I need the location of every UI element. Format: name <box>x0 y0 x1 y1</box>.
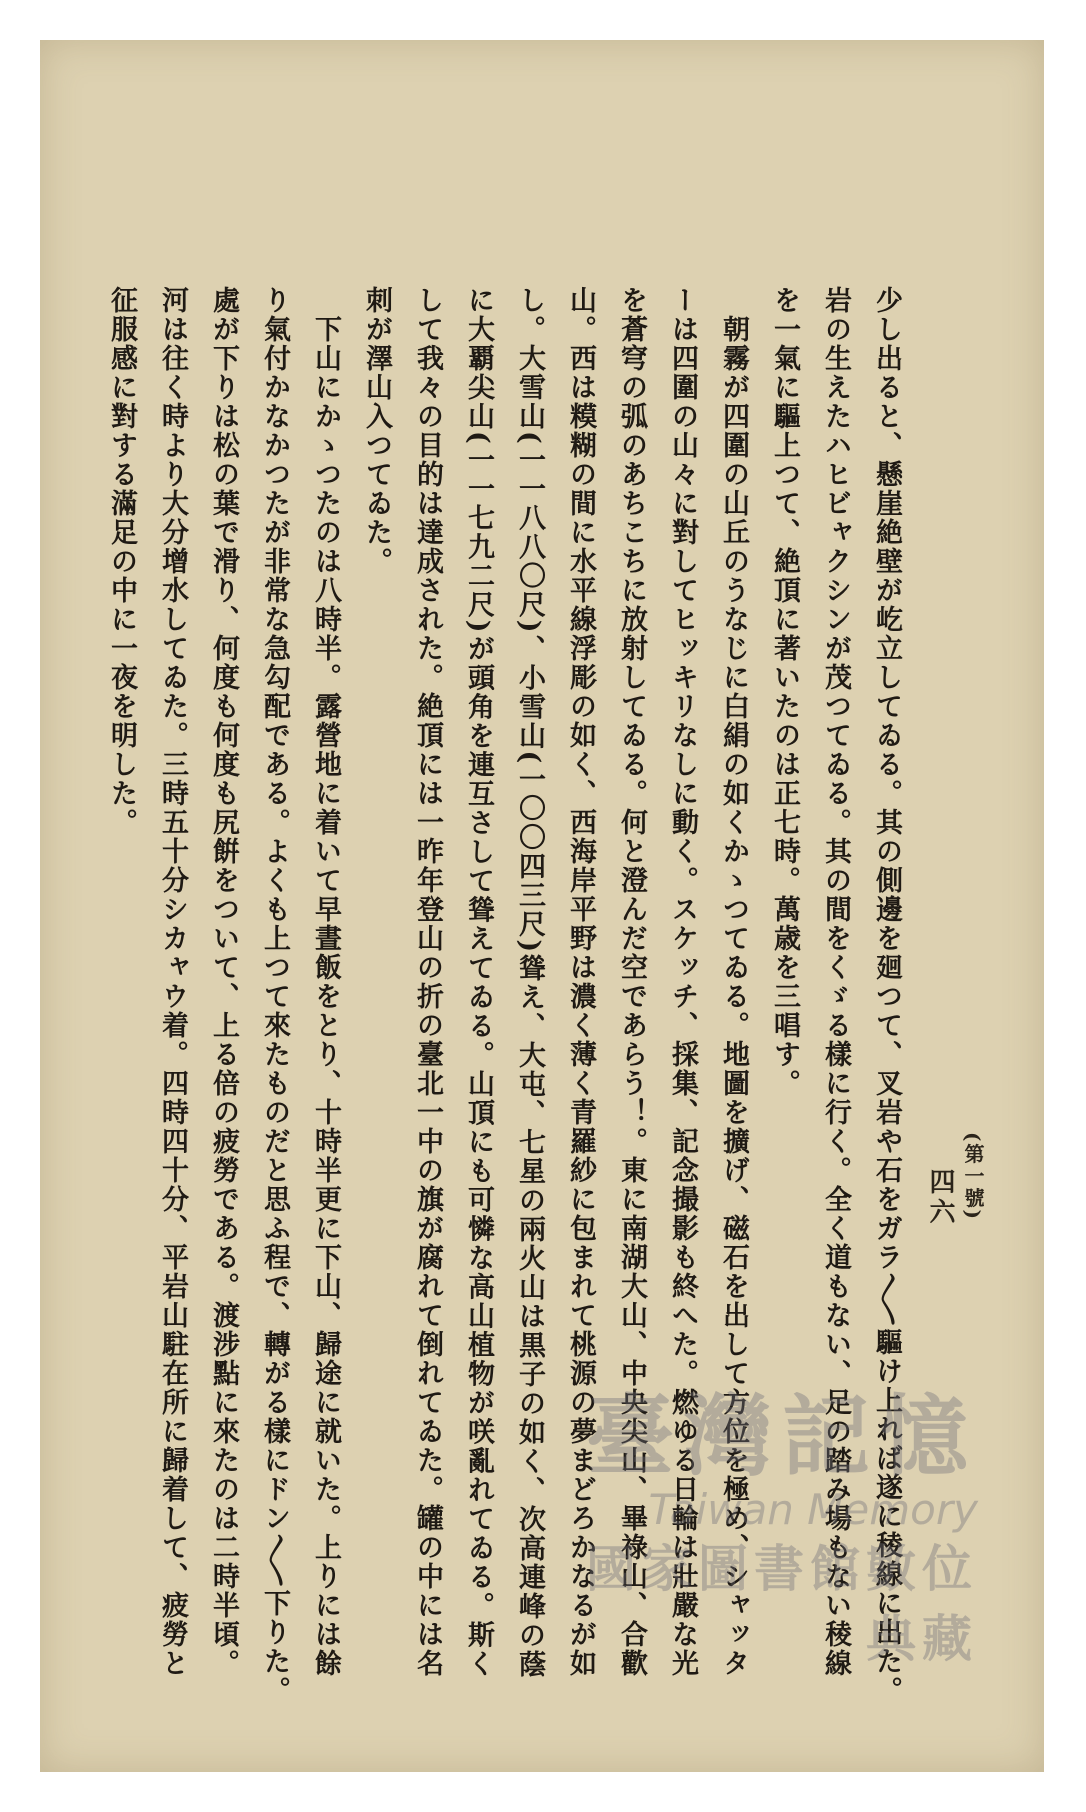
watermark-latin: Taiwan Memory <box>648 1485 978 1534</box>
document-page <box>40 40 1044 1772</box>
vertical-body-text <box>96 286 912 1716</box>
issue-label: (第一號) <box>961 1132 985 1221</box>
paragraph-3: 下山にかゝつたのは八時半。露營地に着いて早晝飯をとり、十時半更に下山、歸途に就いた。上りには餘 り氣付かなかつたが非常な急勾配である。よくも上つて來たものだと思ふ程で、轉がる樣にドン〳〵下りた。 處が下りは松の葉で滑り、何度も何度も尻餠をついて、上る倍の疲勞である。渡涉點に來たのは二時半頃。 河は往く時より大分增水してゐた。三時五十分シカャウ着。四時四十分、平岩山駐在所に歸着して、疲勞と 征服感に對する滿足の中に一夜を明した。 <box>106 286 341 1705</box>
watermark-title: 臺灣記憶 <box>585 1384 978 1488</box>
first-line: 少し出ると、懸崖絶壁が屹立してゐる。其の側邊を廻つて、叉岩や石をガラ〳〵驅け上れば遂に稜線に出た。 <box>871 286 902 1705</box>
paragraph-1: 岩の生えたハヒビャクシンが茂つてゐる。其の間をくゞる樣に行く。全く道もない、足の踏み場もない稜線 を一氣に驅上つて、絶頂に著いたのは正七時。萬歳を三唱す。 <box>769 286 851 1678</box>
page-number: 四六 <box>925 1168 955 1228</box>
page-header <box>922 1132 988 1228</box>
paragraph-2: 朝霧が四圍の山丘のうなじに白絹の如くかゝつてゐる。地圖を擴げ、磁石を出して方位を極め、シャッタ ーは四圍の山々に對してヒッキリなしに動く。スケッチ、採集、記念撮影も終へた。燃ゆる日輪は壯嚴な光 を蒼穹の弧のあちこちに放射してゐる。何と澄んだ空であらう！。東に南湖大山、中央尖山、畢祿山、合歡 山。西は糢糊の間に水平線浮彫の如く、西海岸平野は濃く薄く青羅紗に包まれて桃源の夢まどろかなるが如 し。大雪山(一一八八〇尺)、小雪山(一〇〇四三尺)聳え、大屯、七星の兩火山は黒子の如く、次高連峰の蔭 に大覇尖山(一一七九二尺)が頭角を連互さして聳えてゐる。山頂にも可憐な高山植物が咲亂れてゐる。斯く して我々の目的は達成された。絶頂には一昨年登山の折の臺北一中の旗が腐れて倒れてゐた。罐の中には名 刺が澤山入つてゐた。 <box>361 286 749 1680</box>
watermark-subtitle: 國家圖書館數位典藏 <box>586 1539 978 1668</box>
